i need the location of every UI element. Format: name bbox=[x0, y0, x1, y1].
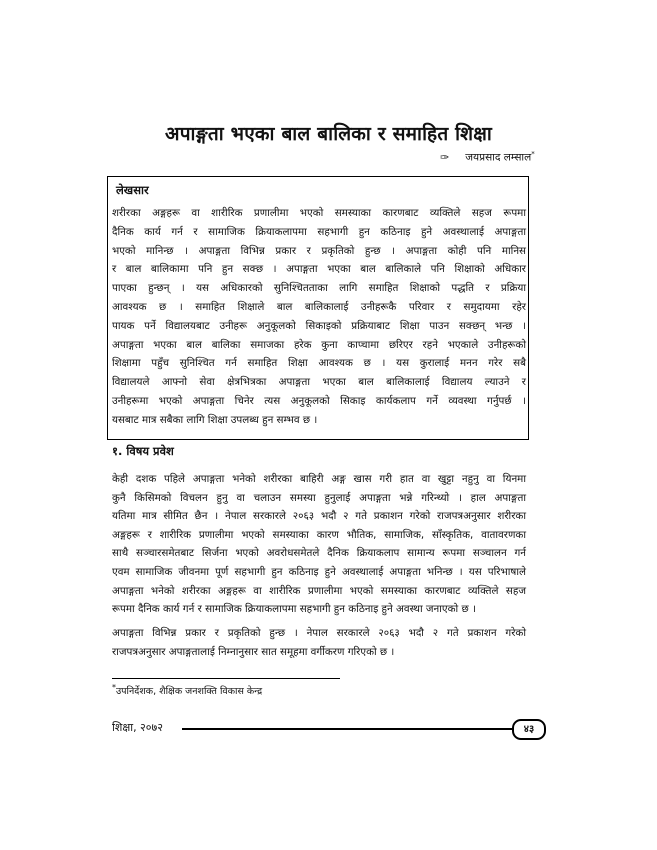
footnote-text: उपनिर्देशक, शैक्षिक जनशक्ति विकास केन्द्र bbox=[115, 686, 263, 698]
paragraph-line: अपाङ्गता भनेको शरीरका अङ्गहरू वा शारीरिक प्रणालीमा भएको समस्याका कारणबाट व्यक्तिले सहज bbox=[112, 584, 526, 597]
author-line bbox=[440, 150, 535, 165]
abstract-line: पाएका हुन्छन् । यस अधिकारको सुनिश्चितताका लागि समाहित शिक्षाको पद्धति र प्रक्रिया bbox=[112, 282, 526, 295]
section-heading: १. विषय प्रवेश bbox=[112, 444, 174, 458]
abstract-text bbox=[112, 204, 526, 430]
footer-rule bbox=[182, 728, 512, 730]
author-footnote-mark: * bbox=[531, 150, 535, 158]
footnote-divider bbox=[112, 678, 340, 679]
abstract-line: भएको मानिन्छ । अपाङ्गता विभिन्न प्रकार र प्रकृतिको हुन्छ । अपाङ्गता कोही पनि मानिस bbox=[112, 244, 526, 257]
abstract-line: उनीहरूमा भएको अपाङ्गता चिनेर त्यस अनुकूलको सिकाइ कार्यकलाप गर्ने व्यवस्था गर्नुपर्छ । bbox=[112, 394, 526, 407]
paragraph-line: केही दशक पहिले अपाङ्गता भनेको शरीरका बाहिरी अङ्ग खास गरी हात वा खुट्टा नहुनु वा यिनमा bbox=[112, 473, 526, 485]
abstract-line: पायक पर्ने विद्यालयबाट उनीहरू अनुकूलको सिकाइको प्रक्रियाबाट शिक्षा पाउन सक्छन् भन्छ । bbox=[112, 319, 526, 332]
paragraph-1 bbox=[112, 470, 526, 619]
article-title: अपाङ्गता भएका बाल बालिका र समाहित शिक्षा bbox=[165, 123, 492, 145]
abstract-line: विद्यालयले आफ्नो सेवा क्षेत्रभित्रका अपाङ्गता भएका बाल बालिकालाई विद्यालय ल्याउने र bbox=[112, 376, 526, 389]
paragraph-line: एवम सामाजिक जीवनमा पूर्ण सहभागी हुन कठिनाइ हुने अवस्थालाई अपाङ्गता भनिन्छ । यस परिभाषाले bbox=[112, 565, 526, 578]
footnote-mark: * bbox=[112, 683, 116, 692]
paragraph-line: कुनै किसिमको विचलन हुनु वा चलाउन समस्या हुनुलाई अपाङ्गता भन्ने गरिन्थ्यो । हाल अपाङ्गता bbox=[112, 491, 526, 504]
paragraph-line: अपाङ्गता विभिन्न प्रकार र प्रकृतिको हुन्छ । नेपाल सरकारले २०६३ भदौ २ गते प्रकाशन गरेको bbox=[112, 627, 526, 639]
journal-footer: शिक्षा, २०७२ bbox=[112, 721, 163, 734]
page-number: ४३ bbox=[512, 719, 546, 740]
paragraph-line: अङ्गहरू र शारीरिक प्रणालीमा भएको समस्याका कारण भौतिक, सामाजिक, साँस्कृतिक, वातावरणका bbox=[112, 528, 526, 541]
paragraph-line: यतिमा मात्र सीमित छैन । नेपाल सरकारले २०६३ भदौ २ गते प्रकाशन गरेको राजपत्रअनुसार शरीरका bbox=[112, 510, 526, 523]
abstract-line: आवश्यक छ । समाहित शिक्षाले बाल बालिकालाई उनीहरूकै परिवार र समुदायमा रहेर bbox=[112, 300, 526, 313]
abstract-line: दैनिक कार्य गर्न र सामाजिक क्रियाकलापमा सहभागी हुन कठिनाइ हुने अवस्थालाई अपाङ्गता bbox=[112, 225, 526, 238]
abstract-line: शरीरका अङ्गहरू वा शारीरिक प्रणालीमा भएको समस्याका कारणबाट व्यक्तिले सहज रूपमा bbox=[112, 207, 526, 219]
abstract-line: अपाङ्गता भएका बाल बालिका समाजका हरेक कुना काप्चामा छरिएर रहने भएकाले उनीहरूको bbox=[112, 338, 526, 351]
abstract-heading: लेखसार bbox=[116, 183, 149, 197]
paragraph-line: रूपमा दैनिक कार्य गर्न र सामाजिक क्रियाकलापमा सहभागी हुन कठिनाइ हुने अवस्था जनाएको छ । bbox=[112, 603, 476, 616]
footnote bbox=[112, 683, 262, 697]
abstract-line: शिक्षामा पहुँच सुनिश्चित गर्न समाहित शिक्षा आवश्यक छ । यस कुरालाई मनन गरेर सबै bbox=[112, 357, 526, 370]
abstract-line: र बाल बालिकामा पनि हुन सक्छ । अपाङ्गता भएका बाल बालिकाले पनि शिक्षाको अधिकार bbox=[112, 263, 526, 276]
paragraph-line: राजपत्रअनुसार अपाङ्गतालाई निम्नानुसार सात समूहमा वर्गीकरण गरिएको छ । bbox=[112, 645, 395, 658]
pen-nib-icon: ✑ bbox=[440, 150, 450, 164]
paragraph-line: साथै सञ्चारसमेतबाट सिर्जना भएको अवरोधसमेतले दैनिक क्रियाकलाप सामान्य रूपमा सञ्चालन गर्न bbox=[112, 547, 526, 560]
abstract-line: यसबाट मात्र सबैका लागि शिक्षा उपलब्ध हुन सम्भव छ । bbox=[112, 413, 318, 426]
author-name: जयप्रसाद लम्साल bbox=[465, 151, 532, 164]
paragraph-2 bbox=[112, 624, 526, 661]
